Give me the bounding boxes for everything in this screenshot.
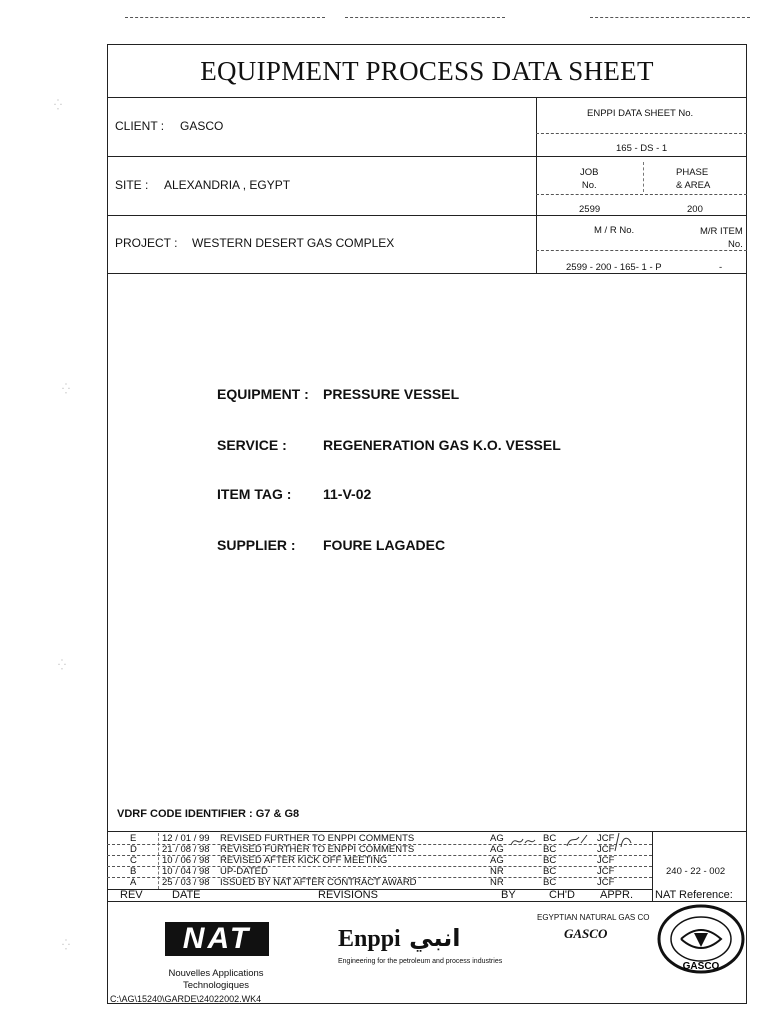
rev-by: AG — [490, 833, 504, 844]
rev-description: REVISED FURTHER TO ENPPI COMMENTS — [220, 844, 415, 855]
col-header-date: DATE — [172, 889, 201, 901]
nat-caption-line2: Technologiques — [182, 980, 250, 991]
rev-description: REVISED FURTHER TO ENPPI COMMENTS — [220, 833, 415, 844]
rev-description: UP-DATED — [220, 866, 268, 877]
rev-checked: BC — [543, 833, 557, 844]
col-header-checked: CH'D — [549, 889, 575, 901]
rev-date: 12 / 01 / 99 — [162, 833, 210, 844]
scan-speck: ⁛ — [58, 660, 66, 671]
col-header-by: BY — [501, 889, 516, 901]
item-tag-value: 11-V-02 — [323, 486, 372, 502]
nat-logo-text: NAT — [182, 922, 252, 955]
file-path: C:\AG\15240\GARDE\24022002.WK4 — [110, 994, 262, 1004]
page-title: EQUIPMENT PROCESS DATA SHEET — [200, 56, 654, 86]
supplier-label: SUPPLIER : — [217, 537, 296, 553]
site-value: ALEXANDRIA , EGYPT — [164, 178, 291, 192]
scan-artifact — [345, 17, 505, 18]
col-header-approved: APPR. — [600, 889, 634, 901]
datasheet-number: 165 - DS - 1 — [616, 143, 668, 154]
client-value: GASCO — [180, 119, 224, 133]
rev-approved: JCF — [597, 866, 615, 877]
mr-item-number: - — [719, 262, 723, 273]
rev-approved: JCF — [597, 855, 615, 866]
job-label-line1: JOB — [580, 167, 599, 178]
rev-date: 10 / 06 / 98 — [162, 855, 210, 866]
mr-item-label-line1: M/R ITEM — [700, 226, 743, 237]
rev-letter: C — [130, 855, 137, 866]
phase-label-line2: & AREA — [676, 180, 711, 191]
signature-marks — [505, 831, 645, 853]
client-label: CLIENT : — [115, 119, 165, 133]
gasco-name: GASCO — [564, 926, 608, 941]
vdrf-code: VDRF CODE IDENTIFIER : G7 & G8 — [117, 808, 300, 820]
seal-emblem-mark — [694, 933, 708, 947]
col-header-rev: REV — [120, 889, 143, 901]
rev-letter: E — [130, 833, 137, 844]
rev-by: NR — [490, 866, 504, 877]
gasco-company-name: EGYPTIAN NATURAL GAS CO — [537, 913, 650, 922]
datasheet-label: ENPPI DATA SHEET No. — [587, 108, 694, 119]
rev-date: 10 / 04 / 98 — [162, 866, 210, 877]
item-tag-label: ITEM TAG : — [217, 486, 292, 502]
phase-number: 200 — [687, 204, 703, 215]
rev-letter: B — [130, 866, 137, 877]
rev-checked: BC — [543, 877, 557, 888]
rev-approved: JCF — [597, 844, 615, 855]
job-label-line2: No. — [581, 180, 597, 191]
nat-logo — [165, 922, 269, 956]
rev-checked: BC — [543, 866, 557, 877]
rev-approved: JCF — [597, 833, 615, 844]
rev-by: NR — [490, 877, 504, 888]
nat-reference-label: NAT Reference: — [655, 889, 733, 901]
revision-row — [107, 866, 652, 877]
service-value: REGENERATION GAS K.O. VESSEL — [323, 437, 561, 453]
rev-checked: BC — [543, 844, 557, 855]
site-label: SITE : — [115, 178, 149, 192]
scan-artifact — [125, 17, 325, 18]
gasco-seal-logo — [656, 903, 746, 975]
mr-item-label — [700, 225, 743, 251]
signature-checked — [567, 835, 587, 846]
rev-description: ISSUED BY NAT AFTER CONTRACT AWARD — [220, 877, 417, 888]
mr-label: M / R No. — [594, 225, 635, 236]
rev-approved: JCF — [597, 877, 615, 888]
rev-letter: A — [130, 877, 137, 888]
rev-by: AG — [490, 844, 504, 855]
seal-text: GASCO — [682, 961, 720, 972]
project-label: PROJECT : — [115, 236, 178, 250]
mr-number: 2599 - 200 - 165- 1 - P — [566, 262, 662, 273]
revision-row — [107, 855, 652, 866]
service-label: SERVICE : — [217, 437, 287, 453]
phase-label — [676, 166, 710, 192]
nat-reference-number: 240 - 22 - 002 — [666, 866, 726, 877]
equipment-label: EQUIPMENT : — [217, 386, 309, 402]
revision-row — [107, 877, 652, 888]
signature-approved — [615, 833, 631, 851]
enppi-arabic: انبي — [409, 924, 461, 952]
enppi-name: Enppi — [338, 926, 401, 952]
nat-caption-line1: Nouvelles Applications — [168, 968, 264, 979]
rev-date: 25 / 03 / 98 — [162, 877, 210, 888]
signature-by — [511, 839, 535, 845]
scan-artifact — [590, 17, 750, 18]
project-value: WESTERN DESERT GAS COMPLEX — [192, 236, 395, 250]
scan-speck: ⁛ — [54, 100, 62, 111]
rev-checked: BC — [543, 855, 557, 866]
scan-speck: ⁛ — [62, 940, 70, 951]
enppi-logo — [338, 924, 461, 953]
rev-by: AG — [490, 855, 504, 866]
mr-item-label-line2: No. — [727, 239, 743, 250]
nat-caption — [150, 968, 282, 992]
enppi-tagline: Engineering for the petroleum and process industries — [338, 958, 503, 965]
supplier-value: FOURE LAGADEC — [323, 537, 446, 553]
rev-description: REVISED AFTER KICK OFF MEETING — [220, 855, 388, 866]
rev-date: 21 / 08 / 98 — [162, 844, 210, 855]
phase-label-line1: PHASE — [676, 167, 709, 178]
job-label — [580, 166, 598, 192]
rev-letter: D — [130, 844, 137, 855]
job-number: 2599 — [579, 204, 601, 215]
scan-speck: ⁛ — [62, 384, 70, 395]
col-header-revisions: REVISIONS — [318, 889, 378, 901]
equipment-value: PRESSURE VESSEL — [323, 386, 460, 402]
